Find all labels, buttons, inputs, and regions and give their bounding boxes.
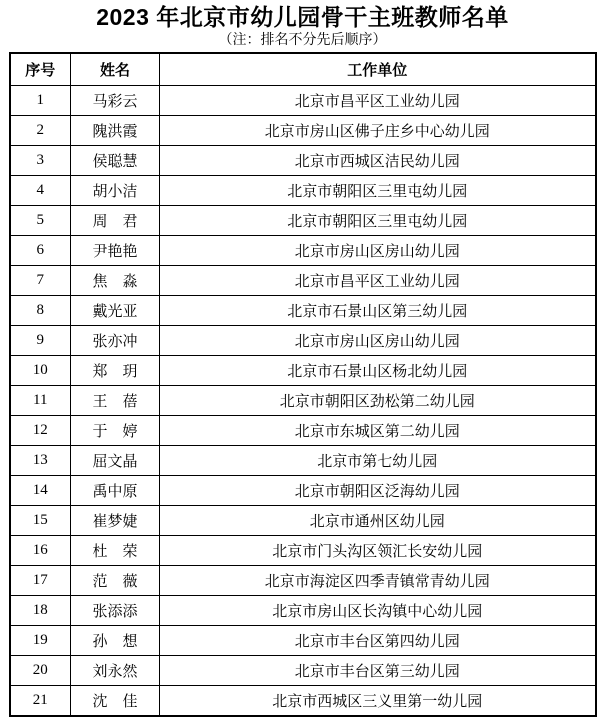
cell-name: 于 婷	[71, 416, 160, 446]
cell-name: 张亦冲	[71, 326, 160, 356]
cell-index: 5	[10, 206, 71, 236]
table-row	[10, 86, 596, 116]
cell-unit: 北京市西城区三义里第一幼儿园	[160, 686, 596, 717]
cell-unit: 北京市东城区第二幼儿园	[160, 416, 596, 446]
table-row	[10, 566, 596, 596]
cell-name: 焦 淼	[71, 266, 160, 296]
cell-name: 马彩云	[71, 86, 160, 116]
cell-name: 禹中原	[71, 476, 160, 506]
header-cell-index: 序号	[10, 53, 71, 86]
cell-name: 孙 想	[71, 626, 160, 656]
header-cell-name: 姓名	[71, 53, 160, 86]
cell-unit: 北京市海淀区四季青镇常青幼儿园	[160, 566, 596, 596]
table-row	[10, 596, 596, 626]
table-header-row	[10, 53, 596, 86]
cell-name: 郑 玥	[71, 356, 160, 386]
cell-index: 20	[10, 656, 71, 686]
table-row	[10, 656, 596, 686]
cell-index: 1	[10, 86, 71, 116]
cell-unit: 北京市房山区房山幼儿园	[160, 326, 596, 356]
table-row	[10, 116, 596, 146]
roster-table	[9, 52, 597, 717]
cell-index: 15	[10, 506, 71, 536]
cell-unit: 北京市房山区长沟镇中心幼儿园	[160, 596, 596, 626]
cell-name: 戴光亚	[71, 296, 160, 326]
cell-name: 尹艳艳	[71, 236, 160, 266]
table-row	[10, 506, 596, 536]
table-row	[10, 296, 596, 326]
table-row	[10, 686, 596, 717]
cell-index: 21	[10, 686, 71, 717]
cell-unit: 北京市朝阳区三里屯幼儿园	[160, 206, 596, 236]
cell-index: 7	[10, 266, 71, 296]
cell-name: 张添添	[71, 596, 160, 626]
cell-index: 2	[10, 116, 71, 146]
cell-name: 胡小洁	[71, 176, 160, 206]
table-row	[10, 626, 596, 656]
cell-index: 13	[10, 446, 71, 476]
page-subtitle: （注：排名不分先后顺序）	[218, 33, 387, 48]
cell-unit: 北京市朝阳区泛海幼儿园	[160, 476, 596, 506]
cell-name: 崔梦婕	[71, 506, 160, 536]
cell-name: 刘永然	[71, 656, 160, 686]
cell-index: 9	[10, 326, 71, 356]
cell-index: 11	[10, 386, 71, 416]
page-title: 2023 年北京市幼儿园骨干主班教师名单	[96, 4, 509, 30]
table-row	[10, 236, 596, 266]
cell-index: 8	[10, 296, 71, 326]
cell-unit: 北京市西城区洁民幼儿园	[160, 146, 596, 176]
table-row	[10, 416, 596, 446]
table-row	[10, 476, 596, 506]
table-row	[10, 176, 596, 206]
cell-unit: 北京市石景山区第三幼儿园	[160, 296, 596, 326]
cell-name: 杜 荣	[71, 536, 160, 566]
table-row	[10, 146, 596, 176]
cell-name: 沈 佳	[71, 686, 160, 717]
cell-index: 17	[10, 566, 71, 596]
table-row	[10, 356, 596, 386]
cell-unit: 北京市第七幼儿园	[160, 446, 596, 476]
cell-index: 16	[10, 536, 71, 566]
cell-index: 10	[10, 356, 71, 386]
cell-unit: 北京市通州区幼儿园	[160, 506, 596, 536]
cell-unit: 北京市昌平区工业幼儿园	[160, 86, 596, 116]
cell-index: 14	[10, 476, 71, 506]
cell-index: 4	[10, 176, 71, 206]
cell-name: 侯聪慧	[71, 146, 160, 176]
cell-name: 范 薇	[71, 566, 160, 596]
header-cell-unit: 工作单位	[160, 53, 596, 86]
table-row	[10, 206, 596, 236]
cell-index: 12	[10, 416, 71, 446]
cell-name: 王 蓓	[71, 386, 160, 416]
table-row	[10, 326, 596, 356]
cell-unit: 北京市石景山区杨北幼儿园	[160, 356, 596, 386]
cell-unit: 北京市门头沟区领汇长安幼儿园	[160, 536, 596, 566]
table-row	[10, 446, 596, 476]
cell-unit: 北京市朝阳区三里屯幼儿园	[160, 176, 596, 206]
cell-unit: 北京市丰台区第四幼儿园	[160, 626, 596, 656]
table-row	[10, 536, 596, 566]
table-body	[10, 86, 596, 717]
cell-unit: 北京市朝阳区劲松第二幼儿园	[160, 386, 596, 416]
table-row	[10, 386, 596, 416]
cell-unit: 北京市房山区佛子庄乡中心幼儿园	[160, 116, 596, 146]
cell-name: 隗洪霞	[71, 116, 160, 146]
cell-unit: 北京市昌平区工业幼儿园	[160, 266, 596, 296]
cell-index: 18	[10, 596, 71, 626]
table-row	[10, 266, 596, 296]
cell-index: 19	[10, 626, 71, 656]
cell-name: 周 君	[71, 206, 160, 236]
cell-name: 屈文晶	[71, 446, 160, 476]
cell-index: 3	[10, 146, 71, 176]
cell-index: 6	[10, 236, 71, 266]
cell-unit: 北京市房山区房山幼儿园	[160, 236, 596, 266]
cell-unit: 北京市丰台区第三幼儿园	[160, 656, 596, 686]
